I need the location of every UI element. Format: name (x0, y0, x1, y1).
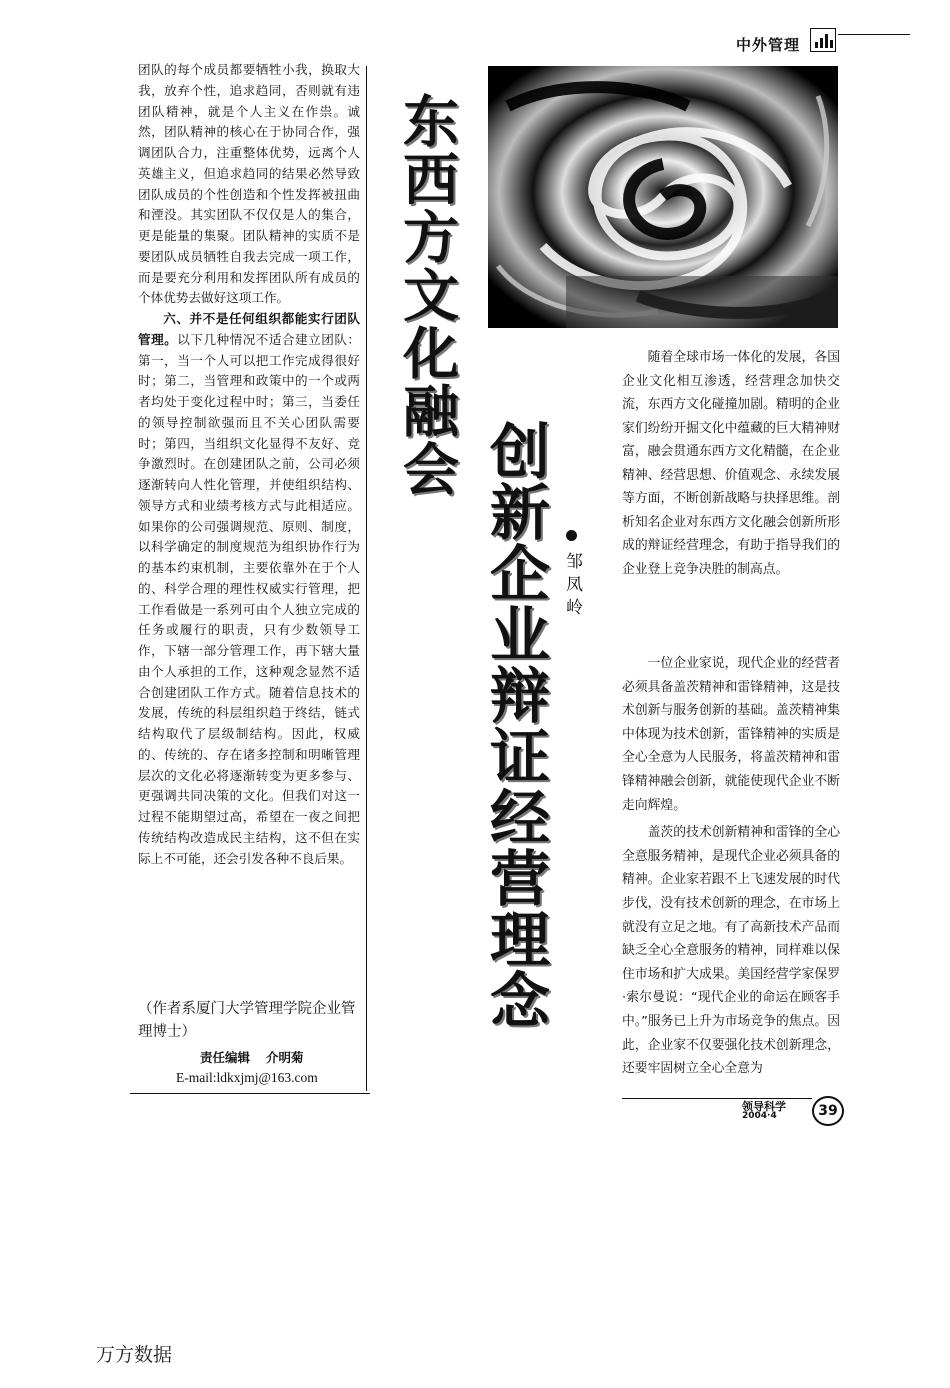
left-column (138, 60, 360, 869)
page-number: 39 (812, 1096, 844, 1126)
column-divider (366, 66, 367, 1091)
title-line-1: 东西方文化融会 (394, 92, 459, 498)
editor-email: E-mail:ldkxjmj@163.com (176, 1070, 318, 1085)
section-label: 中外管理 (736, 36, 801, 54)
editor-credit (200, 1048, 304, 1066)
title-line-2: 创新企业辩证经营理念 (480, 420, 550, 1030)
left-paragraph-2 (138, 309, 360, 869)
article-intro: 随着全球市场一体化的发展，各国企业文化相互渗透，经营理念加快交流，东西方文化碰撞加剧。精明的企业家们纷纷开掘文化中蕴藏的巨大精神财富，融会贯通东西方文化精髓，在企业精神、经营思想、价值观念、永续发展等方面，不断创新战略与抉择思维。剖析知名企业对东西方文化融会创新所形成的辩证经营理念，有助于指导我们的企业登上竞争决胜的制高点。 (622, 350, 840, 577)
author-byline: 邹凤岭 (562, 552, 582, 621)
editor-name: 介明菊 (266, 1050, 304, 1065)
editor-label: 责任编辑 (200, 1050, 251, 1065)
abstract-swirl-image (488, 66, 838, 328)
right-column (622, 652, 840, 1085)
right-paragraph-2: 盖茨的技术创新精神和雷锋的全心全意服务精神，是现代企业必须具备的精神。企业家若跟不上飞速发展的时代步伐，没有技术创新的理念，在市场上就没有立足之地。有了高新技术产品而缺乏全心全意服务的精神，同样难以保住市场和扩大成果。美国经营学家保罗·索尔曼说：“现代企业的命运在顾客手中。”服务已上升为市场竞争的焦点。因此，企业家不仅要强化技术创新理念，还要牢固树立全心全意为 (622, 825, 840, 1077)
left-paragraph-2-text: 以下几种情况不适合建立团队：第一，当一个人可以把工作完成得很好时；第二，当管理和政策中的一个或两者均处于变化过程中时；第三，当委任的领导控制欲强而且不关心团队需要时；第四，当组织文化显得不友好、竞争激烈时。在创建团队之前，公司必须逐渐转向人性化管理，并使组织结构、领导方式和业绩考核方式与此相适应。如果你的公司强调规范、原则、制度，以科学确定的制度规范为组织协作行为的基本约束机制，主要依靠外在于个人的、科学合理的理性权威实行管理，把工作看做是一系列可由个人独立完成的任务或履行的职责，只有少数领导工作，下辖一部分管理工作，再下辖大量由个人承担的工作，这种观念显然不适合创建团队工作方式。随着信息技术的发展，传统的科层组织趋于终结，链式结构取代了层级制结构。因此，权威的、传统的、存在诸多控制和明晰管理层次的文化必将逐渐转变为更多参与、更强调共同决策的文化。但我们对这一过程不能期望过高，希望在一夜之间把传统结构改造成民主结构，这不但在实际上不可能，还会引发各种不良后果。 (138, 331, 361, 866)
watermark: 万方数据 (96, 1344, 173, 1366)
left-paragraph-1: 团队的每个成员都要牺牲小我，换取大我，放弃个性，追求趋同，否则就有违团队精神，就是个人主义在作祟。诚然，团队精神的核心在于协同合作，强调团队合力，注重整体优势，远离个人英雄主义，但追求趋同的结果必然导致团队成员的个性创造和个性发挥被扭曲和湮没。其实团队不仅仅是人的集合，更是能量的集聚。团队精神的实质不是要团队成员牺牲自我去完成一项工作，而是要充分利用和发挥团队所有成员的个体优势去做好这项工作。 (138, 62, 360, 306)
right-paragraph-1: 一位企业家说，现代企业的经营者必须具备盖茨精神和雷锋精神，这是技术创新与服务创新的基础。盖茨精神集中体现为技术创新，雷锋精神的实质是全心全意为人民服务，将盖茨精神和雷锋精神融会创新，就能使现代企业不断走向辉煌。 (622, 656, 840, 813)
bottom-rule (130, 1093, 370, 1094)
section-heading-6: 六、并不是任何组织都能实行团队管理。 (138, 311, 360, 347)
issue-number: 2004·4 (742, 1111, 777, 1121)
byline-bullet-icon (566, 530, 577, 541)
bar-chart-icon (810, 28, 836, 52)
author-note: （作者系厦门大学管理学院企业管理博士） (138, 1001, 356, 1040)
header-rule (838, 34, 910, 35)
magazine-name: 领导科学 (742, 1100, 786, 1113)
